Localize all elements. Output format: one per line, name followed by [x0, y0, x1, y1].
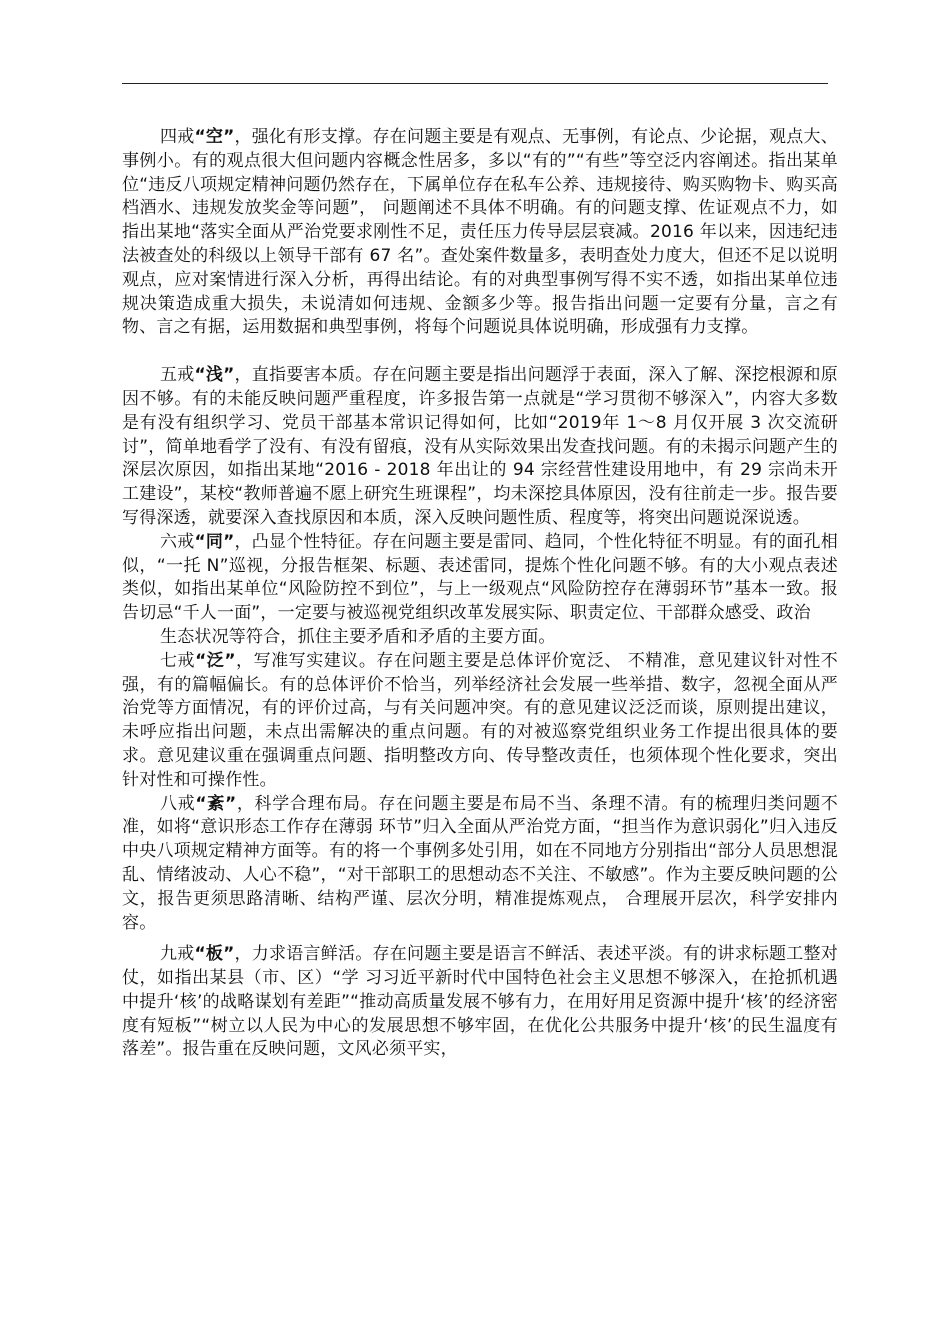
paragraph-lead-prefix: 七戒	[160, 650, 196, 671]
paragraph-lead-prefix: 六戒	[160, 531, 195, 552]
header-rule	[122, 83, 828, 84]
paragraph-text: ，写准写实建议。存在问题主要是总体评价宽泛、 不精准，意见建议针对性不强，有的篇幅偏长。有的总体评价不恰当，列举经济社会发展一些举措、数字，忽视全面从严治党等方面情况，有的评价过高，与有关问题冲突。有的意见建议泛泛而谈，原则提出建议，未呼应指出问题，未点出需解决的重点问题。有的对被巡察党组织业务工作提出很具体的要求。意见建议重在强调重点问题、指明整改方向、传导整改责任，也须体现个性化要求，突出针对性和可操作性。	[122, 650, 838, 790]
paragraph-text: ，凸显个性特征。存在问题主要是雷同、趋同，个性化特征不明显。有的面孔相似，“一托 N”巡视，分报告框架、标题、表述雷同，提炼个性化问题不够。有的大小观点表述类似，如指出某单位“风险防控不到位”，与上一级观点“风险防控存在薄弱环节”基本一致。报告切忌“千人一面”，一定要与被巡视党组织改革发展实际、职责定位、干部群众感受、政治	[122, 531, 838, 624]
paragraph-text: ，直指要害本质。存在问题主要是指出问题浮于表面，深入了解、深挖根源和原因不够。有的未能反映问题严重程度，许多报告第一点就是“学习贯彻不够深入”，内容大多数是有没有组织学习、党员干部基本常识记得如何，比如“2019年 1～8 月仅开展 3 次交流研讨”，简单地看学了没有、有没有留痕，没有从实际效果出发查找问题。有的未揭示问题产生的深层次原因，如指出某地“2016 - 2018 年出让的 94 宗经营性建设用地中，有 29 宗尚未开工建设”，某校“教师普遍不愿上研究生班课程”，均未深挖具体原因，没有往前走一步。报告要写得深透，就要深入查找原因和本质，深入反映问题性质、程度等，将突出问题说深说透。	[122, 365, 838, 528]
paragraph-six	[122, 531, 838, 626]
paragraph-lead-keyword: “板”	[194, 944, 235, 965]
paragraph-lead-keyword: “紊”	[195, 793, 237, 814]
paragraph-lead-keyword: “浅”	[194, 365, 235, 386]
paragraph-lead-prefix: 九戒	[160, 944, 195, 965]
document-body	[122, 126, 838, 1062]
paragraph-text: ，强化有形支撑。存在问题主要是有观点、无事例，有论点、少论据，观点大、事例小。有的观点很大但问题内容概念性居多，多以“有的”“有些”等空泛内容阐述。指出某单位“违反八项规定精神问题仍然存在，下属单位存在私车公养、违规接待、购买购物卡、购买高档酒水、违规发放奖金等问题”， 问题阐述不具体不明确。有的问题支撑、佐证观点不力，如指出某地“落实全面从严治党要求刚性不足，责任压力传导层层衰减。2016 年以来，因违纪违法被查处的科级以上领导干部有 67 名”。查处案件数量多，表明查处力度大，但还不足以说明观点，应对案情进行深入分析，再得出结论。有的对典型事例写得不实不透，如指出某单位违规决策造成重大损失，未说清如何违规、金额多少等。报告指出问题一定要有分量，言之有物、言之有据，运用数据和典型事例，将每个问题说具体说明确，形成强有力支撑。	[122, 127, 838, 338]
paragraph-five	[122, 364, 838, 531]
paragraph-lead-keyword: “泛”	[195, 650, 236, 671]
paragraph-lead-prefix: 五戒	[160, 365, 195, 386]
paragraph-text: 生态状况等符合，抓住主要矛盾和矛盾的主要方面。	[160, 626, 556, 647]
paragraph-text: ，力求语言鲜活。存在问题主要是语言不鲜活、表述平淡。有的讲求标题工整对仗，如指出某县（市、区）“学 习习近平新时代中国特色社会主义思想不够深入，在抢抓机遇中提升‘核’的战略谋划有差距”“推动高质量发展不够有力，在用好用足资源中提升‘核’的经济密度有短板”“树立以人民为中心的发展思想不够牢固，在优化公共服务中提升‘核’的民生温度有落差”。报告重在反映问题，文风必须平实，	[122, 944, 838, 1060]
paragraph-lead-prefix: 八戒	[160, 793, 196, 814]
paragraph-nine	[122, 943, 838, 1062]
paragraph-lead-keyword: “同”	[194, 531, 235, 552]
paragraph-lead-prefix: 四戒	[160, 127, 195, 147]
paragraph-six-continued	[122, 626, 838, 650]
paragraph-four	[122, 126, 838, 340]
paragraph-eight	[122, 793, 838, 936]
paragraph-seven	[122, 650, 838, 793]
paragraph-lead-keyword: “空”	[194, 127, 235, 147]
paragraph-text: ，科学合理布局。存在问题主要是布局不当、条理不清。有的梳理归类问题不准，如将“意识形态工作存在薄弱 环节”归入全面从严治党方面，“担当作为意识弱化”归入违反中央八项规定精神方面等。有的将一个事例多处引用，如在不同地方分别指出“部分人员思想混乱、情绪波动、人心不稳”，“对干部职工的思想动态不关注、不敏感”。作为主要反映问题的公 文，报告更须思路清晰、结构严谨、层次分明，精准提炼观点， 合理展开层次，科学安排内容。	[122, 793, 838, 933]
